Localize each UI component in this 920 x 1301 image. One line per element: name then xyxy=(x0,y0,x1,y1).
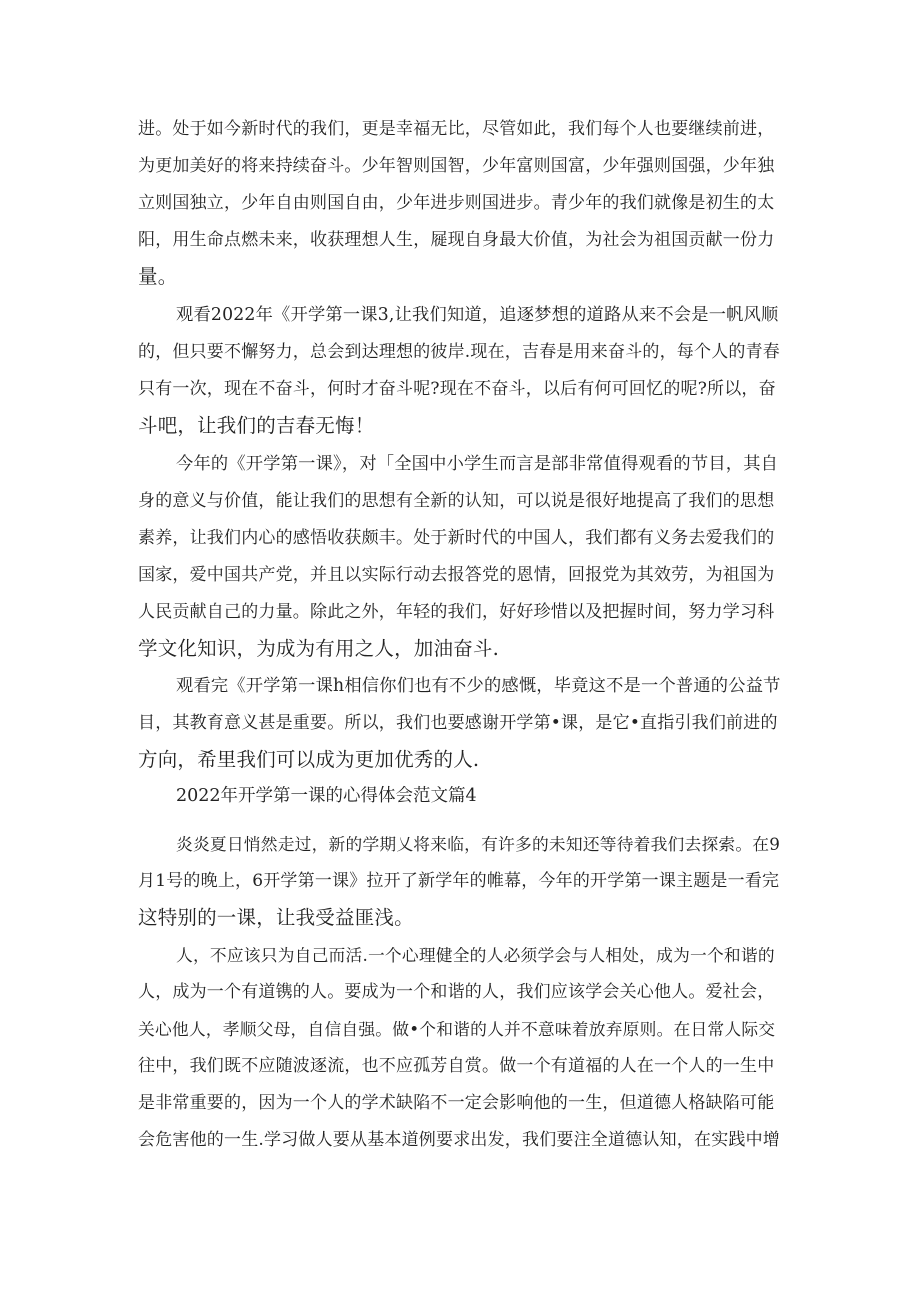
paragraph-3-line: 国家，爱中国共产党，并且以实际行动去报答党的恩情，回报党为其效劳，为祖国为 xyxy=(138,565,775,585)
paragraph-3-line: 今年的《开学第一课》，对「全国中小学生而言是部非常值得观看的节目，其自 xyxy=(176,454,779,474)
paragraph-6-line: 会危害他的一生.学习做人要从基本道例要求出发，我们要注全道德认知，在实践中增 xyxy=(138,1130,781,1150)
paragraph-5-line: 这特别的一课，让我受益匪浅。 xyxy=(138,906,414,929)
paragraph-1-line: 阳，用生命点燃未来，收获理想人生，屣现自身最大价值，为社会为祖国贡献一份力 xyxy=(138,230,775,250)
paragraph-4-line: 目，其教育意义甚是重要。所以，我们也要感谢开学第•课，是它•直指引我们前进的 xyxy=(138,713,778,733)
paragraph-4-line: 观看完《开学第一课h相信你们也有不少的感慨，毕竟这不是一个普通的公益节 xyxy=(176,676,781,696)
paragraph-1-line: 立则国独立，少年自由则国自由，少年进步则国进步。青少年的我们就像是初生的太 xyxy=(138,193,775,213)
paragraph-2-line: 斗吧，让我们的吉春无悔！ xyxy=(138,414,375,437)
section-heading: 2022年开学第一课的心得体会范文篇4 xyxy=(176,786,477,806)
paragraph-2-line: 观看2022年《开学第一课3,让我们知道，追逐梦想的道路从来不会是一帆风顺 xyxy=(176,305,779,325)
paragraph-3-line: 学文化知识，为成为有用之人，加油奋斗. xyxy=(138,637,499,660)
paragraph-6-line: 人，不应该只为自己而活.一个心理健全的人必须学会与人相处，成为一个和谐的 xyxy=(176,945,775,965)
paragraph-5-line: 炎炎夏日悄然走过，新的学期乂将来临，有许多的未知还等待着我们去探索。在9 xyxy=(176,834,781,854)
paragraph-5-line: 月1号的晚上，6开学第一课》拉开了新学年的帷幕，今年的开学第一课主题是一看完 xyxy=(138,871,780,891)
paragraph-6-line: 关心他人，孝顺父母，自信自强。做•个和谐的人并不意味着放弃原则。在日常人际交 xyxy=(138,1019,776,1039)
paragraph-3-line: 人民贡献自己的力量。除此之外，年轻的我们，好好珍惜以及把握时间，努力学习科 xyxy=(138,602,775,622)
paragraph-6-line: 是非常重要的，因为一个人的学术缺陷不一定会影响他的一生，但道德人格缺陷可能 xyxy=(138,1093,775,1113)
paragraph-1-line: 进。处于如今新时代的我们，更是幸福无比，尽管如此，我们每个人也要继续前进， xyxy=(138,119,775,139)
paragraph-2-line: 的，但只要不懈努力，总会到达理想的彼岸.现在，吉春是用来奋斗的，每个人的青春 xyxy=(138,342,781,362)
paragraph-3-line: 身的意义与价值，能让我们的思想有全新的认知，可以说是很好地提高了我们的思想 xyxy=(138,491,775,511)
paragraph-2-line: 只有一次，现在不奋斗，何时才奋斗呢?现在不奋斗，以后有何可回忆的呢?所以，奋 xyxy=(138,379,776,399)
paragraph-6-line: 人，成为一个有道镌的人。要成为一个和谐的人，我们应该学会关心他人。爱社会， xyxy=(138,982,775,1002)
paragraph-1-line: 为更加美好的将来持续奋斗。少年智则国智，少年富则国富，少年强则国强，少年独 xyxy=(138,156,775,176)
paragraph-1-line: 量。 xyxy=(138,265,178,288)
paragraph-3-line: 素养，让我们内心的感悟收获颇丰。处于新时代的中国人，我们都有义务去爱我们的 xyxy=(138,528,775,548)
paragraph-6-line: 往中，我们既不应随波逐流，也不应孤芳自赏。做一个有道福的人在一个人的一生中 xyxy=(138,1056,775,1076)
paragraph-4-line: 方向，希里我们可以成为更加优秀的人. xyxy=(138,748,480,771)
